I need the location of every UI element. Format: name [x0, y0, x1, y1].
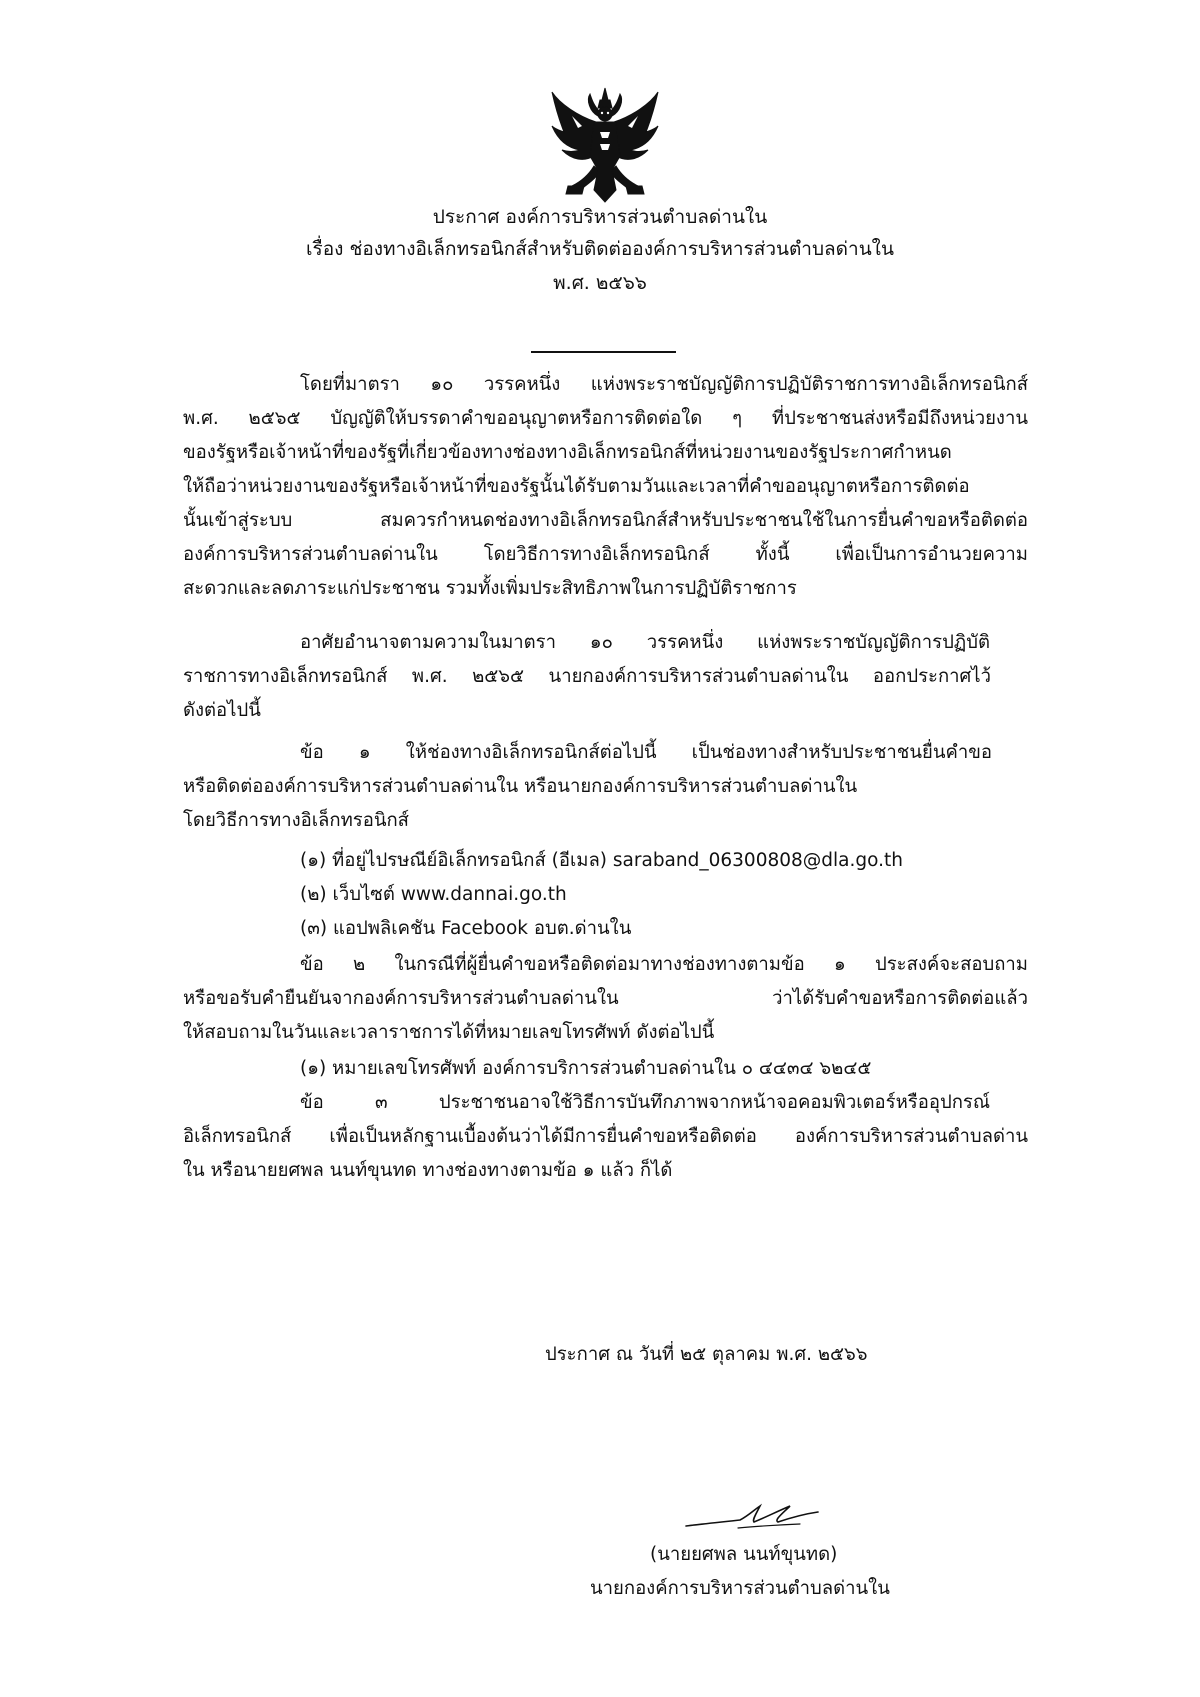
signer-name: (นายยศพล นนท์ขุนทด) — [650, 1544, 838, 1565]
clause2-line-2: หรือขอรับคำยืนยันจากองค์การบริหารส่วนตำบลด่านใน ว่าได้รับคำขอหรือการติดต่อแล้ว — [183, 988, 1028, 1009]
para1-line-6: องค์การบริหารส่วนตำบลด่านใน โดยวิธีการทางอิเล็กทรอนิกส์ ทั้งนี้ เพื่อเป็นการอำนวยความ — [183, 544, 1028, 565]
channel-facebook: (๓) แอปพลิเคชัน Facebook อบต.ด่านใน — [300, 918, 632, 939]
channel-website: (๒) เว็บไซต์ www.dannai.go.th — [300, 884, 567, 905]
para2-line-3: ดังต่อไปนี้ — [183, 700, 261, 721]
clause2-line-1: ข้อ ๒ ในกรณีที่ผู้ยื่นคำขอหรือติดต่อมาทางช่องทางตามข้อ ๑ ประสงค์จะสอบถาม — [300, 954, 1028, 975]
clause3-line-3: ใน หรือนายยศพล นนท์ขุนทด ทางช่องทางตามข้อ ๑ แล้ว ก็ได้ — [183, 1160, 673, 1181]
para1-line-4: ให้ถือว่าหน่วยงานของรัฐหรือเจ้าหน้าที่ของรัฐนั้นได้รับตามวันและเวลาที่คำขออนุญาตหรือการติดต่อ — [183, 476, 970, 497]
para1-line-1: โดยที่มาตรา ๑๐ วรรคหนึ่ง แห่งพระราชบัญญัติการปฏิบัติราชการทางอิเล็กทรอนิกส์ — [300, 374, 1028, 395]
signer-position: นายกองค์การบริหารส่วนตำบลด่านใน — [590, 1578, 890, 1599]
clause3-line-2: อิเล็กทรอนิกส์ เพื่อเป็นหลักฐานเบื้องต้นว่าได้มีการยื่นคำขอหรือติดต่อ องค์การบริหารส่วนตำบลด่าน — [183, 1126, 1028, 1147]
clause3-line-1: ข้อ ๓ ประชาชนอาจใช้วิธีการบันทึกภาพจากหน้าจอคอมพิวเตอร์หรืออุปกรณ์ — [300, 1092, 990, 1113]
channel-email: (๑) ที่อยู่ไปรษณีย์อิเล็กทรอนิกส์ (อีเมล) saraband_06300808@dla.go.th — [300, 850, 903, 871]
contact-phone: (๑) หมายเลขโทรศัพท์ องค์การบริการส่วนตำบลด่านใน ๐ ๔๔๓๔ ๖๒๔๕ — [300, 1058, 872, 1079]
para1-line-3: ของรัฐหรือเจ้าหน้าที่ของรัฐที่เกี่ยวข้องทางช่องทางอิเล็กทรอนิกส์ที่หน่วยงานของรัฐประกาศกำหนด — [183, 442, 952, 463]
garuda-emblem-icon — [550, 86, 660, 206]
para2-line-2: ราชการทางอิเล็กทรอนิกส์ พ.ศ. ๒๕๖๕ นายกองค์การบริหารส่วนตำบลด่านใน ออกประกาศไว้ — [183, 666, 991, 687]
clause1-line-2: หรือติดต่อองค์การบริหารส่วนตำบลด่านใน หรือนายกองค์การบริหารส่วนตำบลด่านใน — [183, 776, 858, 797]
signature-icon — [682, 1492, 822, 1540]
clause1-line-1: ข้อ ๑ ให้ช่องทางอิเล็กทรอนิกส์ต่อไปนี้ เป็นช่องทางสำหรับประชาชนยื่นคำขอ — [300, 742, 992, 763]
announcement-year: พ.ศ. ๒๕๖๖ — [553, 272, 647, 294]
para2-line-1: อาศัยอำนาจตามความในมาตรา ๑๐ วรรคหนึ่ง แห่งพระราชบัญญัติการปฏิบัติ — [300, 632, 990, 653]
announcement-title: ประกาศ องค์การบริหารส่วนตำบลด่านใน — [432, 206, 768, 228]
clause1-line-3: โดยวิธีการทางอิเล็กทรอนิกส์ — [183, 810, 409, 831]
announcement-subject: เรื่อง ช่องทางอิเล็กทรอนิกส์สำหรับติดต่อองค์การบริหารส่วนตำบลด่านใน — [306, 238, 894, 260]
para1-line-2: พ.ศ. ๒๕๖๕ บัญญัติให้บรรดาคำขออนุญาตหรือการติดต่อใด ๆ ที่ประชาชนส่งหรือมีถึงหน่วยงาน — [183, 408, 1028, 429]
para1-line-5: นั้นเข้าสู่ระบบ สมควรกำหนดช่องทางอิเล็กทรอนิกส์สำหรับประชาชนใช้ในการยื่นคำขอหรือติดต่อ — [183, 510, 1028, 531]
para1-line-7: สะดวกและลดภาระแก่ประชาชน รวมทั้งเพิ่มประสิทธิภาพในการปฏิบัติราชการ — [183, 578, 797, 599]
title-divider — [531, 351, 676, 353]
announced-date: ประกาศ ณ วันที่ ๒๕ ตุลาคม พ.ศ. ๒๕๖๖ — [545, 1344, 868, 1365]
clause2-line-3: ให้สอบถามในวันและเวลาราชการได้ที่หมายเลขโทรศัพท์ ดังต่อไปนี้ — [183, 1022, 715, 1043]
